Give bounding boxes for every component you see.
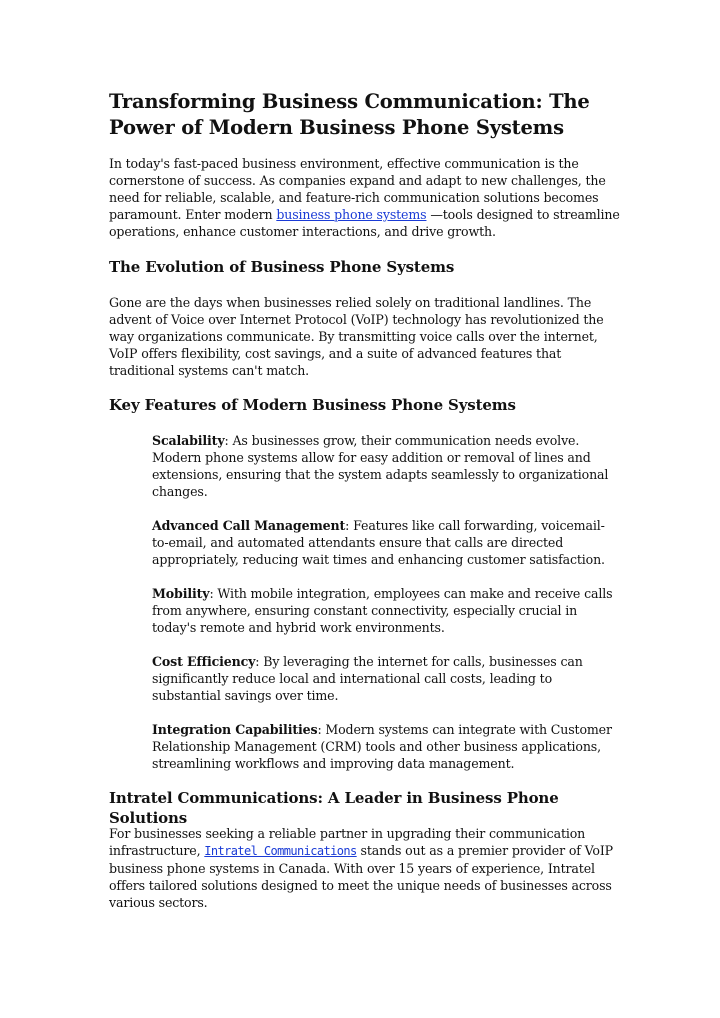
section-heading-key-features: Key Features of Modern Business Phone Systems [109,396,516,414]
feature-integration-capabilities [152,721,614,772]
intro-text-before: In today's fast-paced business environment, effective communication is the cornerstone of success. As companies expand and adapt to new challenges, the need for reliable, scalable, and feature-rich communication solutions becomes paramount. Enter modern [109,156,606,222]
intratel-paragraph [109,825,629,911]
feature-advanced-call-management [152,517,614,568]
feature-text: : Features like call forwarding, voicemail-to-email, and automated attendants ensure that calls are directed appropriately, reducing wait times and enhancing customer satisfaction. [152,518,605,567]
feature-term: Mobility [152,586,210,601]
intratel-text-after: stands out as a premier provider of VoIP business phone systems in Canada. With over 15 years of experience, Intratel offers tailored solutions designed to meet the unique needs of businesses across various sectors. [109,843,613,910]
feature-cost-efficiency [152,653,614,704]
business-phone-systems-link[interactable]: business phone systems [276,207,427,222]
intro-paragraph [109,155,629,240]
feature-term: Integration Capabilities [152,722,318,737]
intratel-communications-link[interactable]: Intratel Communications [204,844,357,858]
intratel-text-before: For businesses seeking a reliable partner in upgrading their communication infrastructure, [109,826,586,858]
feature-text: : As businesses grow, their communication needs evolve. Modern phone systems allow for easy addition or removal of lines and extensions, ensuring that the system adapts seamlessly to organizational changes. [152,433,609,499]
page-title: Transforming Business Communication: The Power of Modern Business Phone Systems [109,90,590,139]
feature-mobility [152,585,614,636]
intro-text-after: —tools designed to streamline operations, enhance customer interactions, and drive growth. [109,207,620,239]
evolution-paragraph: Gone are the days when businesses relied solely on traditional landlines. The advent of Voice over Internet Protocol (VoIP) technology has revolutionized the way organizations communicate. By transmitting voice calls over the internet, VoIP offers flexibility, cost savings, and a suite of advanced features that traditional systems can't match. [109,295,604,378]
feature-text: : With mobile integration, employees can make and receive calls from anywhere, ensuring constant connectivity, especially crucial in today's remote and hybrid work environments. [152,586,613,635]
feature-term: Scalability [152,433,225,448]
feature-term: Advanced Call Management [152,518,346,533]
feature-text: : Modern systems can integrate with Customer Relationship Management (CRM) tools and other business applications, streamlining workflows and improving data management. [152,722,612,771]
feature-text: : By leveraging the internet for calls, businesses can significantly reduce local and international call costs, leading to substantial savings over time. [152,654,583,703]
feature-scalability [152,432,614,500]
section-heading-evolution: The Evolution of Business Phone Systems [109,258,455,276]
feature-term: Cost Efficiency [152,654,256,669]
section-heading-intratel: Intratel Communications: A Leader in Business Phone Solutions [109,789,559,827]
